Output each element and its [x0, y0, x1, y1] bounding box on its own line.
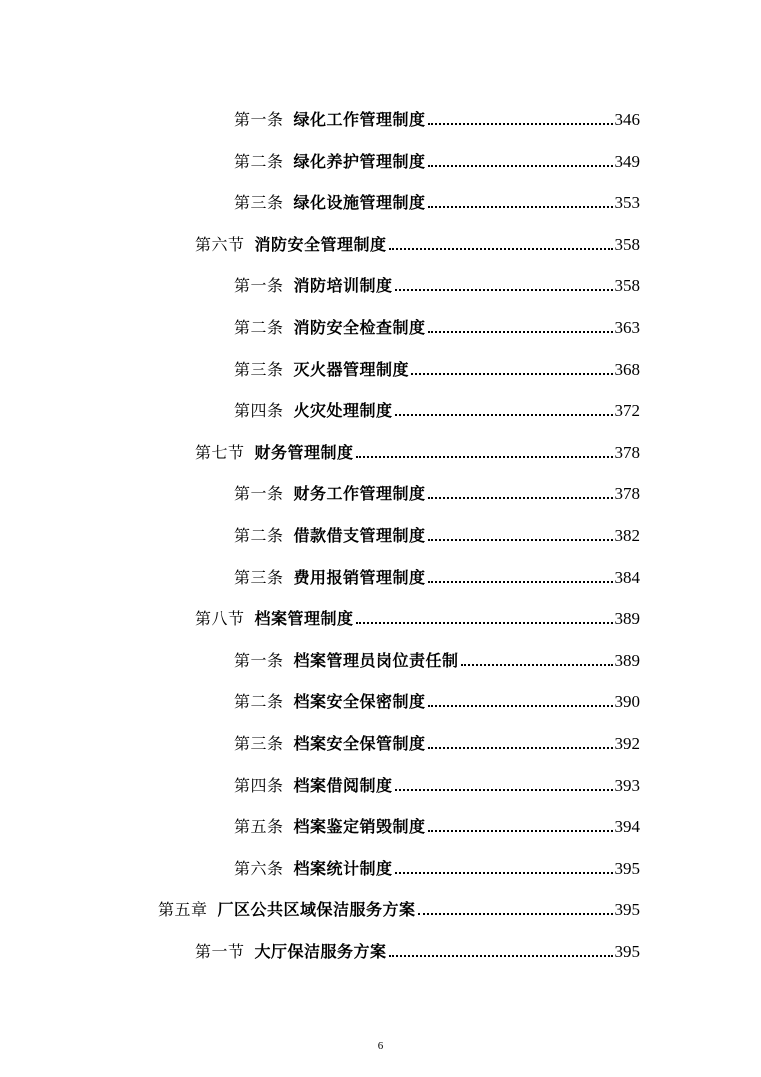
- toc-entry-label: 第三条: [234, 567, 284, 587]
- toc-entry-label: 第五章: [158, 900, 208, 920]
- toc-entry-title: 消防安全管理制度: [254, 234, 387, 254]
- toc-entry[interactable]: [0, 547, 640, 588]
- toc-entry-title: 档案管理制度: [254, 609, 354, 629]
- dot-leader: [428, 497, 613, 499]
- toc-entry-label: 第一条: [234, 650, 284, 670]
- toc-entry-label: 第一节: [195, 942, 245, 961]
- dot-leader: [428, 830, 613, 832]
- toc-entry-page: 395: [614, 942, 640, 961]
- toc-entry[interactable]: [0, 713, 640, 754]
- toc-entry-page: 372: [614, 401, 640, 421]
- toc-entry[interactable]: [0, 921, 640, 962]
- toc-entry-title: 档案安全保密制度: [293, 692, 426, 712]
- dot-leader: [356, 456, 613, 458]
- toc-entry-label: 第一条: [234, 110, 284, 129]
- toc-entry-page: 353: [614, 193, 640, 213]
- toc-entry[interactable]: [0, 796, 640, 837]
- toc-entry-page: 346: [614, 110, 640, 129]
- dot-leader: [389, 955, 613, 957]
- dot-leader: [428, 747, 613, 749]
- dot-leader: [395, 872, 613, 874]
- toc-entry[interactable]: [0, 297, 640, 338]
- toc-entry-title: 火灾处理制度: [293, 401, 393, 421]
- dot-leader: [428, 331, 613, 333]
- toc-entry[interactable]: [0, 89, 640, 130]
- toc-entry-label: 第二条: [234, 318, 284, 337]
- dot-leader: [411, 373, 612, 375]
- toc-entry-page: 368: [614, 359, 640, 379]
- dot-leader: [395, 289, 613, 291]
- toc-entry-title: 消防培训制度: [293, 276, 393, 296]
- toc-entry-title: 档案管理员岗位责任制: [293, 650, 459, 670]
- toc-entry-title: 财务工作管理制度: [293, 484, 426, 504]
- toc-entry[interactable]: [0, 463, 640, 504]
- toc-entry[interactable]: [0, 755, 640, 796]
- toc-entry-page: 363: [614, 318, 640, 337]
- toc-entry-page: 395: [614, 858, 640, 878]
- dot-leader: [395, 789, 613, 791]
- toc-entry-title: 档案统计制度: [293, 858, 393, 878]
- toc-entry-label: 第一条: [234, 484, 284, 504]
- toc-entry-label: 第二条: [234, 692, 284, 712]
- toc-entry-page: 358: [614, 234, 640, 254]
- toc-entry-page: 358: [614, 276, 640, 296]
- toc-entry-title: 绿化养护管理制度: [293, 151, 426, 171]
- dot-leader: [428, 581, 613, 583]
- toc-entry[interactable]: [0, 588, 640, 629]
- dot-leader: [428, 206, 613, 208]
- toc-entry-title: 大厅保洁服务方案: [254, 942, 387, 961]
- toc-entry[interactable]: [0, 838, 640, 879]
- toc-entry[interactable]: [0, 671, 640, 712]
- toc-entry-label: 第八节: [195, 609, 245, 629]
- dot-leader: [428, 123, 613, 125]
- toc-entry[interactable]: [0, 255, 640, 296]
- toc-entry-title: 绿化设施管理制度: [293, 193, 426, 213]
- toc-entry-page: 382: [614, 526, 640, 545]
- toc-entry-page: 389: [614, 650, 640, 670]
- dot-leader: [428, 705, 613, 707]
- toc-entry-title: 借款借支管理制度: [293, 526, 426, 545]
- toc-entry[interactable]: [0, 339, 640, 380]
- toc-entry-page: 395: [614, 900, 640, 920]
- toc-entry-label: 第三条: [234, 734, 284, 753]
- toc-entry-page: 378: [614, 484, 640, 504]
- toc-entry[interactable]: [0, 172, 640, 213]
- dot-leader: [418, 913, 613, 915]
- toc-entry-label: 第二条: [234, 526, 284, 545]
- toc-entry-title: 厂区公共区域保洁服务方案: [217, 900, 416, 920]
- toc-entry-page: 393: [614, 775, 640, 795]
- toc-entry-page: 378: [614, 442, 640, 462]
- dot-leader: [461, 664, 613, 666]
- toc-entry-page: 390: [614, 692, 640, 712]
- toc-entry-page: 389: [614, 609, 640, 629]
- toc-entry-label: 第四条: [234, 775, 284, 795]
- toc-entry-title: 档案借阅制度: [293, 775, 393, 795]
- toc-entry-page: 394: [614, 817, 640, 837]
- toc-entry-label: 第六节: [195, 234, 245, 254]
- toc-entry-label: 第三条: [234, 193, 284, 213]
- toc-entry-title: 灭火器管理制度: [293, 359, 410, 379]
- toc-entry-title: 档案鉴定销毁制度: [293, 817, 426, 837]
- dot-leader: [428, 539, 613, 541]
- toc-entry[interactable]: [0, 422, 640, 463]
- dot-leader: [428, 165, 613, 167]
- toc-entry-title: 消防安全检查制度: [293, 318, 426, 337]
- toc-entry[interactable]: [0, 879, 640, 920]
- toc-entry-label: 第三条: [234, 359, 284, 379]
- toc-entry[interactable]: [0, 630, 640, 671]
- toc-entry-page: 384: [614, 567, 640, 587]
- toc-entry[interactable]: [0, 131, 640, 172]
- toc-entry[interactable]: [0, 505, 640, 546]
- toc-entry-page: 392: [614, 734, 640, 753]
- toc-entry-label: 第四条: [234, 401, 284, 421]
- toc-entry-title: 财务管理制度: [254, 442, 354, 462]
- dot-leader: [356, 622, 613, 624]
- toc-entry[interactable]: [0, 214, 640, 255]
- dot-leader: [389, 248, 613, 250]
- toc-entry-page: 349: [614, 151, 640, 171]
- toc-entry-title: 绿化工作管理制度: [293, 110, 426, 129]
- toc-entry[interactable]: [0, 380, 640, 421]
- toc-entry-label: 第六条: [234, 858, 284, 878]
- toc-entry-label: 第七节: [195, 442, 245, 462]
- toc-entry-label: 第一条: [234, 276, 284, 296]
- toc-entry-title: 档案安全保管制度: [293, 734, 426, 753]
- toc-entry-label: 第二条: [234, 151, 284, 171]
- page-number: 6: [377, 1040, 384, 1052]
- dot-leader: [395, 414, 613, 416]
- toc-entry-title: 费用报销管理制度: [293, 567, 426, 587]
- toc-entry-label: 第五条: [234, 817, 284, 837]
